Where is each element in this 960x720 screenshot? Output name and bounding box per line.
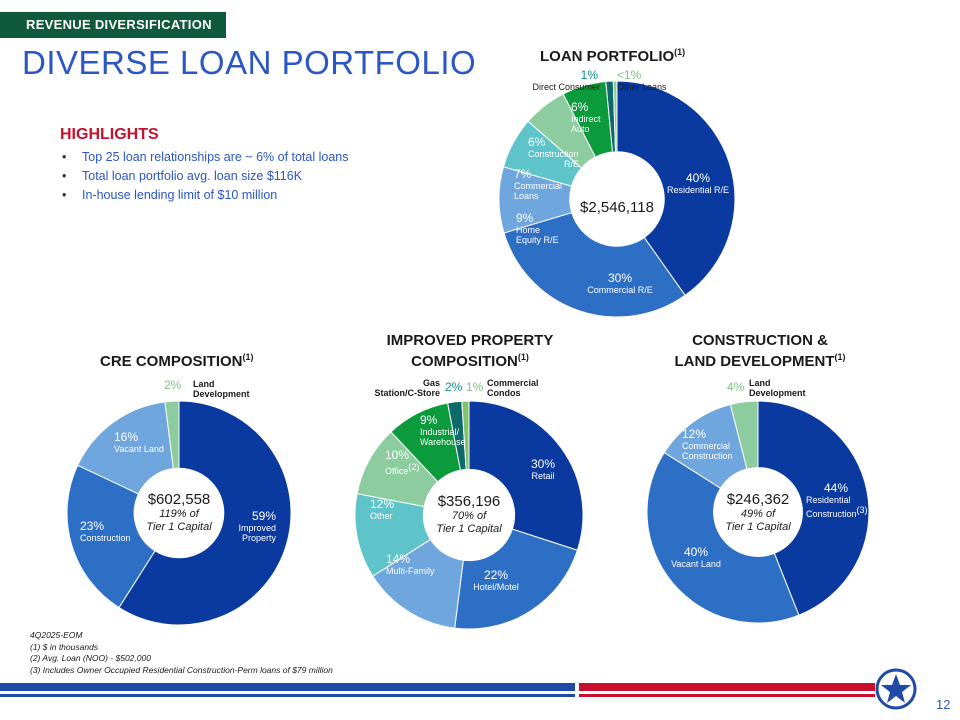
label-residential-construction: 44% Residential Construction$^{(3)}$ (806, 481, 868, 519)
label-construction-re: 6% Construction R/E (528, 135, 580, 169)
label-commercial-condos: Commercial Condos (487, 378, 539, 398)
footnotes (30, 630, 333, 676)
highlight-item: • Top 25 loan relationships are ~ 6% of total loans (62, 150, 349, 164)
label-indirect-auto: 6% Indirect Auto (571, 100, 601, 134)
footer-bar-blue-thin (0, 694, 575, 697)
label-commercial-re: 30% Commercial R/E (587, 271, 653, 295)
page-number: 12 (936, 697, 951, 712)
footnote: (1) $ in thousands (30, 641, 99, 652)
label-land-development: 2% (164, 378, 182, 392)
label-land-development-cld: Land Development (749, 378, 806, 398)
loan-portfolio-total: $2,546,118 (580, 199, 654, 216)
label-gas-pct: 2% (445, 380, 463, 394)
highlight-item: • In-house lending limit of $10 million (62, 188, 349, 202)
label-hotel-motel: 22% Hotel/Motel (473, 568, 519, 592)
label-condos-pct: 1% (466, 380, 484, 394)
label-land-development-name: Land Development (193, 379, 250, 399)
section-tag: REVENUE DIVERSIFICATION (0, 12, 226, 38)
label-construction: 23% Construction (80, 519, 131, 543)
highlight-item: • Total loan portfolio avg. loan size $116K (62, 169, 349, 183)
star-circle-icon (875, 668, 917, 710)
construction-land-title: CONSTRUCTION & LAND DEVELOPMENT$^{(1)}$ (674, 332, 846, 370)
footnote: 4Q2025-EOM (30, 630, 83, 640)
highlights-list (62, 150, 349, 207)
label-commercial-construction: 12% Commercial Construction (682, 427, 733, 461)
label-vacant-land: 16% Vacant Land (114, 430, 164, 454)
improved-property-total: $356,196 70% of Tier 1 Capital (436, 493, 502, 535)
construction-land-total: $246,362 49% of Tier 1 Capital (725, 491, 791, 533)
footnote: (3) Includes Owner Occupied Residential Construction-Perm loans of $79 million (30, 664, 333, 675)
label-other-loans: <1% Other Loans (617, 68, 667, 92)
label-gas-station: Gas Station/C-Store (374, 378, 440, 398)
cre-composition-total: $602,558 119% of Tier 1 Capital (146, 491, 212, 533)
label-retail: 30% Retail (530, 457, 556, 481)
label-multi-family: 14% Multi-Family (386, 552, 435, 576)
footer-bar-red-thin (579, 694, 875, 697)
improved-property-title: IMPROVED PROPERTY COMPOSITION$^{(1)}$ (386, 332, 554, 370)
label-other: 12% Other (370, 497, 395, 521)
loan-portfolio-title: LOAN PORTFOLIO$^{(1)}$ (540, 47, 686, 65)
footer-bar-red (579, 683, 875, 691)
label-vacant-land-cld: 40% Vacant Land (671, 545, 721, 569)
label-land-development-cld-pct: 4% (727, 380, 745, 394)
page-title: DIVERSE LOAN PORTFOLIO (22, 44, 477, 81)
label-residential-re: 40% Residential R/E (666, 171, 730, 195)
label-commercial-loans: 7% Commercial Loans (514, 167, 563, 201)
label-industrial-warehouse: 9% Industrial/ Warehouse (420, 413, 466, 447)
footer-bar-blue (0, 683, 575, 691)
label-improved-property: 59% Improved Property (238, 509, 276, 543)
highlights-heading: HIGHLIGHTS (60, 126, 159, 143)
footnote: (2) Avg. Loan (NOO) - $502,000 (30, 653, 151, 663)
label-office: 10% Office$^{(2)}$ (385, 448, 420, 476)
cre-composition-title: CRE COMPOSITION$^{(1)}$ (100, 352, 254, 370)
label-direct-consumer: 1% Direct Consumer (532, 68, 600, 92)
label-home-equity: 9% Home Equity R/E (516, 211, 559, 245)
